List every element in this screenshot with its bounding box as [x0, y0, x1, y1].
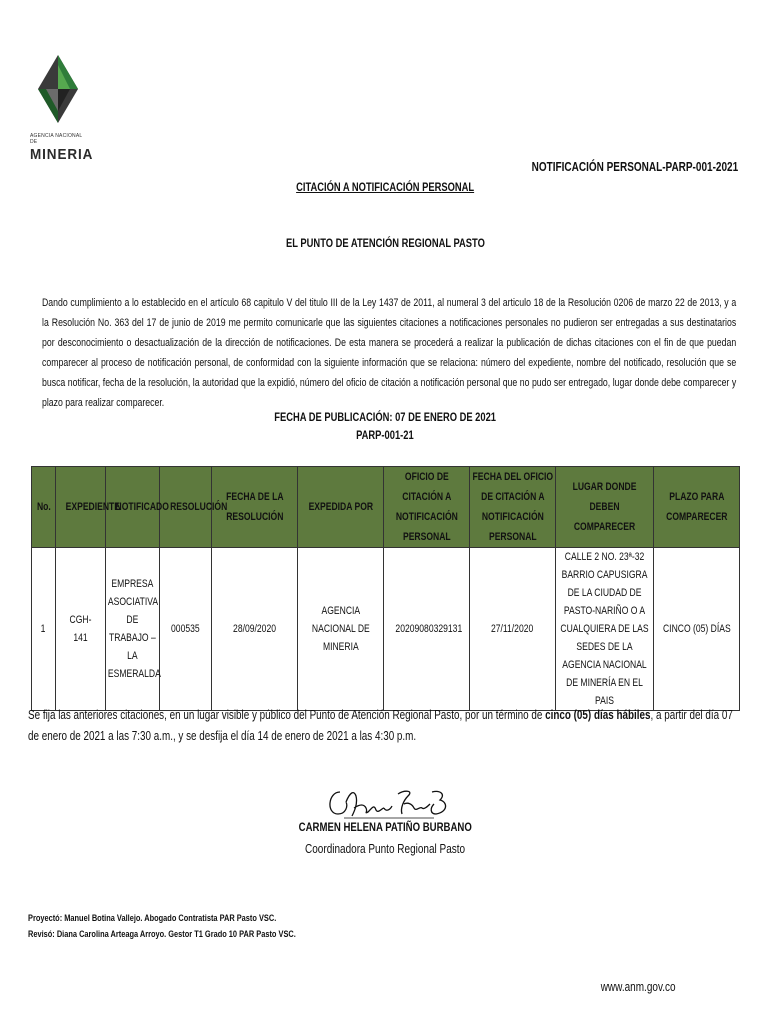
projected-by: Proyectó: Manuel Botina Vallejo. Abogado Contratista PAR Pasto VSC.: [28, 913, 277, 924]
office-name: EL PUNTO DE ATENCIÓN REGIONAL PASTO: [285, 236, 485, 250]
header-cell: OFICIO DE CITACIÓN A NOTIFICACIÓN PERSONAL: [384, 467, 470, 548]
signer-role: Coordinadora Punto Regional Pasto: [304, 842, 466, 856]
logo-title: MINERIA: [30, 146, 94, 163]
header-cell: EXPEDIENTE: [56, 467, 106, 548]
fixing-paragraph: [28, 705, 739, 747]
website-link[interactable]: www.anm.gov.co: [601, 980, 676, 994]
reviewed-by: Revisó: Diana Carolina Arteaga Arroyo. Gestor T1 Grado 10 PAR Pasto VSC.: [28, 929, 296, 940]
table-cell: CALLE 2 NO. 23ª-32 BARRIO CAPUSIGRA DE LA CIUDAD DE PASTO-NARIÑO O A CUALQUIERA DE LAS SEDES DE LA AGENCIA NACIONAL DE MINERÍA EN EL PAIS: [556, 548, 654, 711]
table-header-row: [32, 467, 740, 548]
header-cell: RESOLUCIÓN: [160, 467, 212, 548]
diamond-logo-icon: [34, 55, 82, 123]
citations-table: [31, 466, 740, 711]
logo-subtitle: AGENCIA NACIONAL DE: [30, 133, 83, 145]
table-cell: 000535: [160, 548, 212, 711]
table-cell: AGENCIA NACIONAL DE MINERIA: [298, 548, 384, 711]
publication-date: FECHA DE PUBLICACIÓN: 07 DE ENERO DE 2021: [274, 410, 496, 424]
header-cell: PLAZO PARA COMPARECER: [654, 467, 740, 548]
fixing-term: cinco (05) días hábiles: [545, 708, 651, 722]
signer-name: CARMEN HELENA PATIÑO BURBANO: [298, 820, 472, 834]
header-cell: EXPEDIDA POR: [298, 467, 384, 548]
table-row: [32, 548, 740, 711]
document-title: CITACIÓN A NOTIFICACIÓN PERSONAL: [295, 180, 475, 194]
header-cell: FECHA DE LA RESOLUCIÓN: [212, 467, 298, 548]
table-cell: CGH-141: [56, 548, 106, 711]
intro-paragraph: Dando cumplimiento a lo establecido en el artículo 68 capitulo V del titulo III de la Ley 1437 de 2011, al numeral 3 del articulo 18 de la Resolución 0206 de marzo 22 de 2013, y a la Resolución No. 363 del 17 de junio de 2019 me permito comunicarle que las siguientes citaciones a notificaciones personales no pudieron ser entregadas a sus destinatarios por desconocimiento o desactualización de la dirección de notificaciones. De esta manera se procederá a realizar la publicación de dichas citaciones con el fin de que puedan comparecer al proceso de notificación personal, de conformidad con la siguiente información que se relaciona: número del expediente, nombre del notificado, resolución que se busca notificar, fecha de la resolución, la autoridad que la expidió, número del oficio de citación a notificación personal que no pudo ser entregado, lugar donde debe comparecer y plazo para realizar comparecer.: [42, 297, 737, 409]
fixing-text-after: , a partir del día 07 de enero de 2021 a las 7:30 a.m., y se desfija el día 14 de enero de 2021 a las 4:30 p.m.: [28, 708, 733, 743]
header-cell: No.: [32, 467, 56, 548]
header-cell: NOTIFICADO: [106, 467, 160, 548]
table-cell: CINCO (05) DÍAS: [654, 548, 740, 711]
notification-reference: NOTIFICACIÓN PERSONAL-PARP-001-2021: [531, 160, 738, 174]
table-cell: EMPRESA ASOCIATIVA DE TRABAJO – LA ESMERALDA: [106, 548, 160, 711]
publication-code: PARP-001-21: [356, 428, 414, 442]
signature-image: [324, 786, 450, 822]
agency-logo: [30, 55, 94, 163]
table-cell: 20209080329131: [384, 548, 470, 711]
fixing-text-before: Se fija las anteriores citaciones, en un lugar visible y público del Punto de Atención Regional Pasto, por un término de: [28, 708, 546, 722]
header-cell: LUGAR DONDE DEBEN COMPARECER: [556, 467, 654, 548]
header-cell: FECHA DEL OFICIO DE CITACIÓN A NOTIFICACIÓN PERSONAL: [470, 467, 556, 548]
table-cell: 27/11/2020: [470, 548, 556, 711]
table-cell: 28/09/2020: [212, 548, 298, 711]
table-cell: 1: [32, 548, 56, 711]
